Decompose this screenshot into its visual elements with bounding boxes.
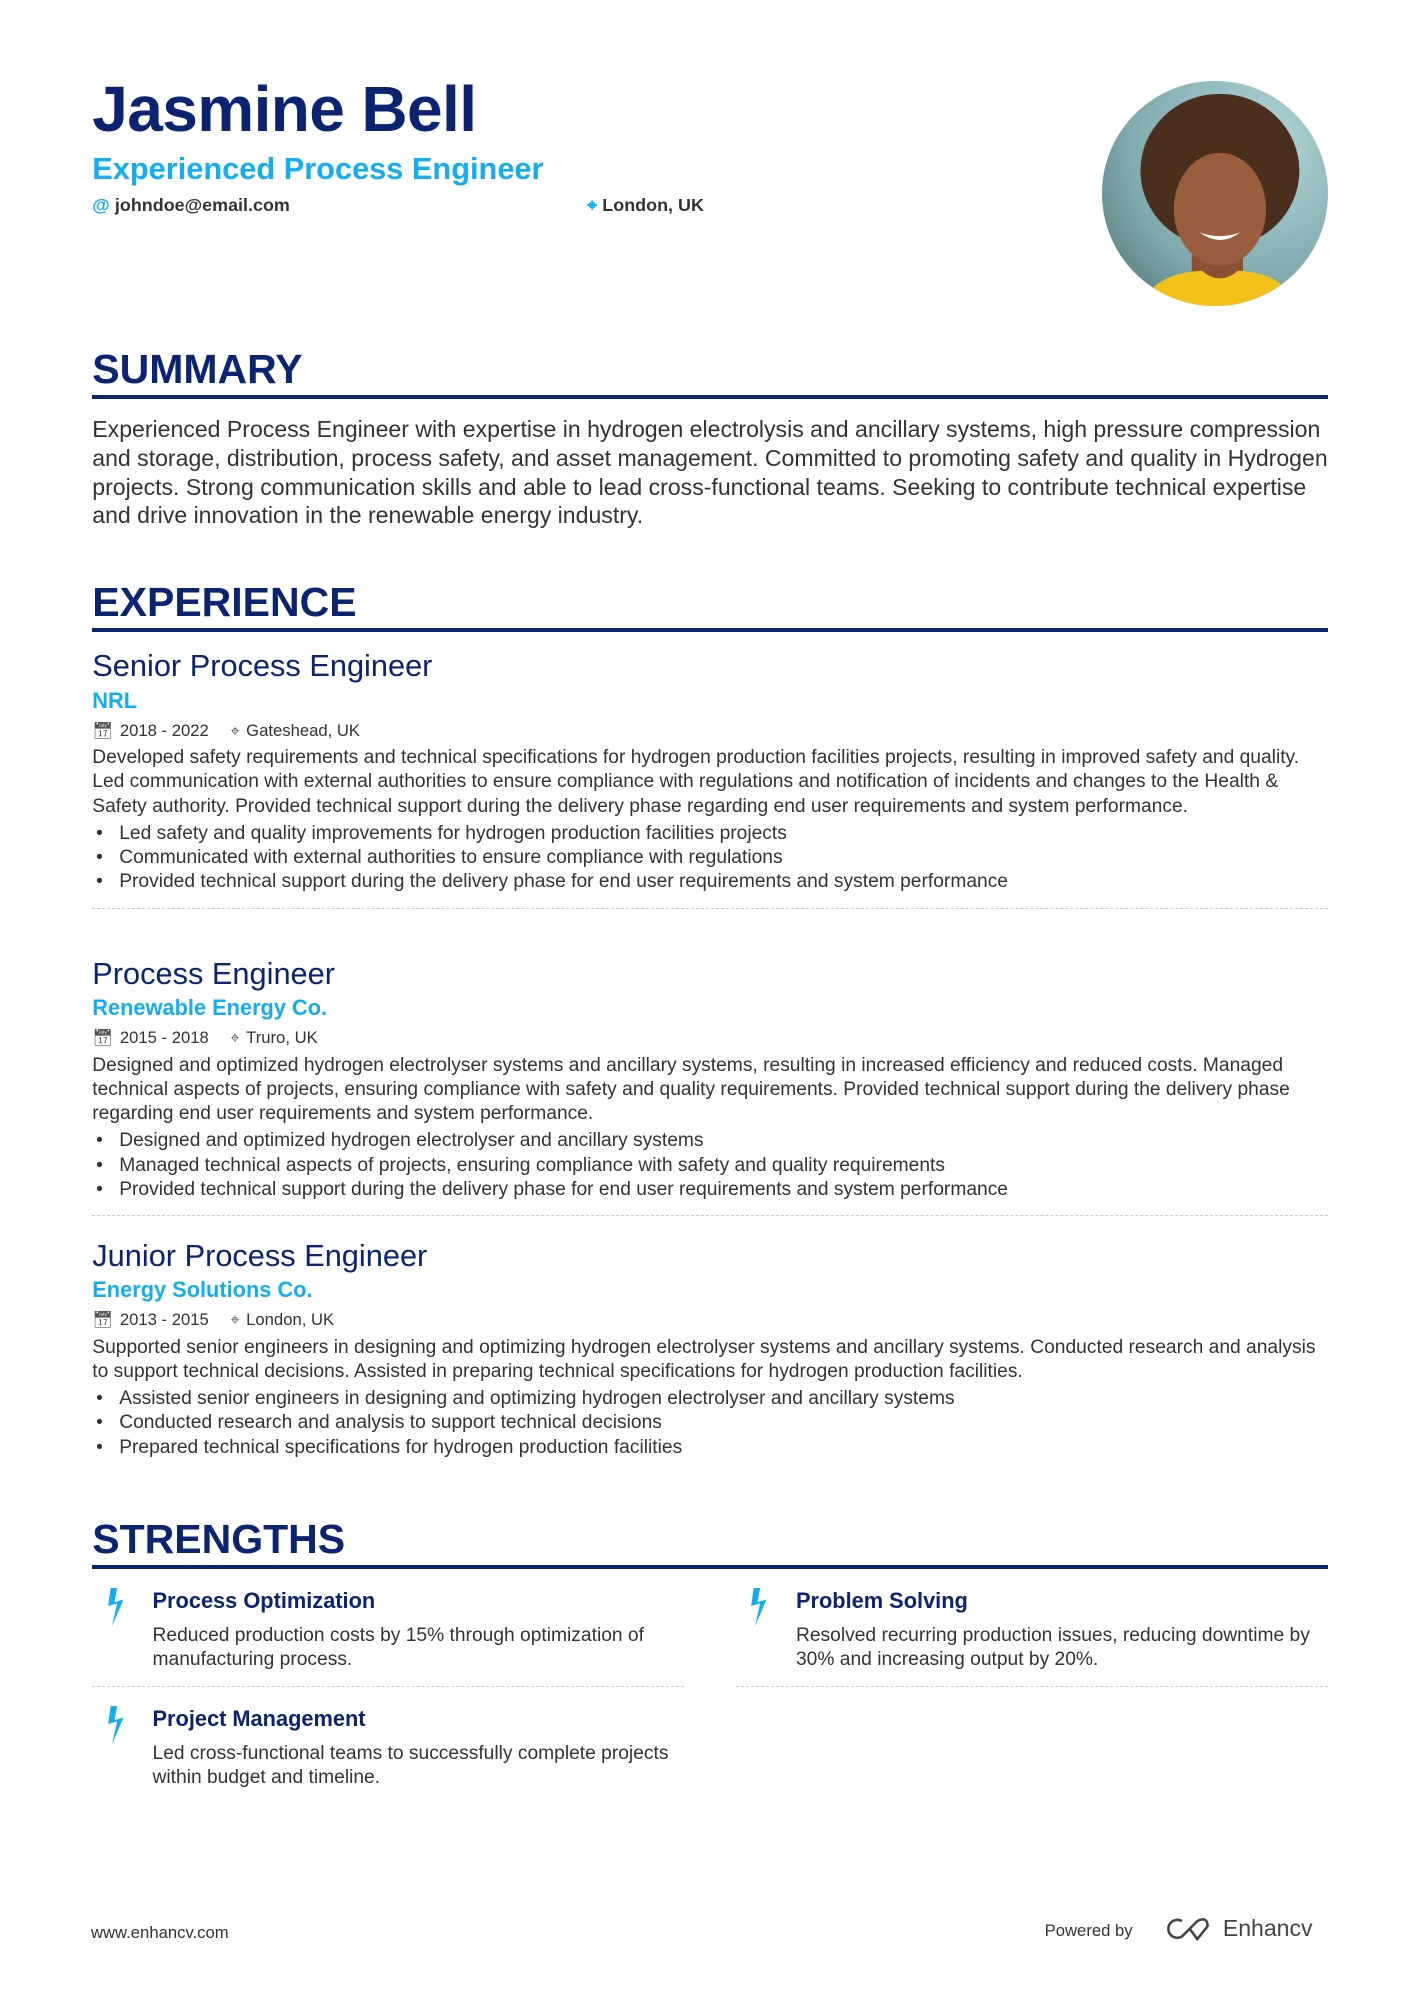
strength-text: Led cross-functional teams to successfully complete projects within budget and timeline. [152,1742,669,1789]
job-bullet: • Communicated with external authorities to ensure compliance with regulations [92,846,1328,870]
experience-entry [92,955,1328,1216]
job-bullet: • Conducted research and analysis to support technical decisions [92,1411,1328,1435]
section-title-experience: EXPERIENCE [92,579,1328,632]
strength-item [736,1586,1328,1687]
job-dates: 2013 - 2015 [119,1310,209,1330]
strength-item [92,1586,684,1687]
headline: Experienced Process Engineer [92,151,544,187]
job-bullet: • Provided technical support during the delivery phase for end user requirements and system performance [92,1178,1328,1202]
strength-title: Project Management [152,1705,366,1731]
company-name: Renewable Energy Co. [92,995,328,1021]
email-text: johndoe@email.com [114,194,290,215]
job-location: London, UK [246,1310,335,1330]
location-pin-icon: ⌖ [587,194,598,215]
job-bullet: • Managed technical aspects of projects, ensuring compliance with safety and quality requirements [92,1154,1328,1178]
footer-url[interactable]: www.enhancv.com [91,1922,229,1942]
job-bullet: • Provided technical support during the delivery phase for end user requirements and system performance [92,870,1328,894]
strength-title: Process Optimization [152,1587,376,1613]
at-icon: @ [92,194,110,215]
job-bullet: • Led safety and quality improvements for hydrogen production facilities projects [92,822,1328,846]
strength-text: Resolved recurring production issues, reducing downtime by 30% and increasing output by 20%. [795,1625,1310,1671]
location-pin-icon: ⌖ [230,1028,240,1048]
calendar-icon: 📅︎ [92,1028,114,1048]
contact-location [587,195,704,216]
location-pin-icon: ⌖ [230,1310,240,1330]
experience-entry [92,1237,1328,1460]
powered-by-label: Powered by [1044,1921,1133,1941]
company-name: Energy Solutions Co. [92,1277,313,1303]
location-text: London, UK [602,194,704,215]
strength-item [92,1704,684,1791]
section-title-strengths: STRENGTHS [92,1516,1328,1569]
job-description: Supported senior engineers in designing and optimizing hydrogen electrolyser systems and ancillary systems. Conducted research and analysis to support technical decisions. Assisted in preparing technical specifications for hydrogen production facilities. [92,1336,1316,1382]
job-dates: 2015 - 2018 [119,1028,209,1048]
company-name: NRL [92,687,138,713]
calendar-icon: 📅︎ [92,1310,114,1330]
summary-text: Experienced Process Engineer with expertise in hydrogen electrolysis and ancillary systems, high pressure compression and storage, distribution, process safety, and asset management. Committed to promoting safety and quality in Hydrogen projects. Strong communication skills and able to lead cross-functional teams. Seeking to contribute technical expertise and drive innovation in the renewable energy industry. [92,416,1328,529]
strength-text: Reduced production costs by 15% through optimization of manufacturing process. [152,1625,644,1671]
lightning-bolt-icon [103,1588,126,1626]
job-description: Designed and optimized hydrogen electrolyser systems and ancillary systems, resulting in increased efficiency and reduced costs. Managed technical aspects of projects, ensuring compliance with safety and quality requirements. Provided technical support during the delivery phase regarding end user requirements and system performance. [92,1054,1290,1125]
job-location: Gateshead, UK [246,720,361,740]
lightning-bolt-icon [103,1706,126,1744]
enhancv-logo[interactable] [1164,1915,1313,1942]
job-description: Developed safety requirements and technical specifications for hydrogen production facilities projects, resulting in improved safety and quality. Led communication with external authorities to ensure compliance with regulations and notification of incidents and changes to the Health & Safety authority. Provided technical support during the delivery phase regarding end user requirements and system performance. [92,747,1300,817]
job-bullet: • Prepared technical specifications for hydrogen production facilities [92,1436,1328,1460]
contact-email[interactable] [92,195,290,216]
profile-photo [1102,81,1328,307]
job-bullet: • Designed and optimized hydrogen electrolyser and ancillary systems [92,1129,1328,1153]
job-title: Senior Process Engineer [92,648,433,684]
experience-entry [92,647,1328,908]
location-pin-icon: ⌖ [230,720,240,740]
job-bullet: • Assisted senior engineers in designing and optimizing hydrogen electrolyser and ancillary systems [92,1387,1328,1411]
candidate-name: Jasmine Bell [92,72,477,145]
job-dates: 2018 - 2022 [119,720,209,740]
lightning-bolt-icon [746,1588,769,1626]
strength-title: Problem Solving [795,1587,968,1613]
job-location: Truro, UK [246,1028,318,1048]
section-title-summary: SUMMARY [92,346,1328,399]
brand-name: Enhancv [1222,1915,1313,1941]
calendar-icon: 📅︎ [92,720,114,740]
job-title: Junior Process Engineer [92,1237,428,1273]
enhancv-logo-icon [1164,1916,1213,1942]
job-title: Process Engineer [92,955,335,991]
